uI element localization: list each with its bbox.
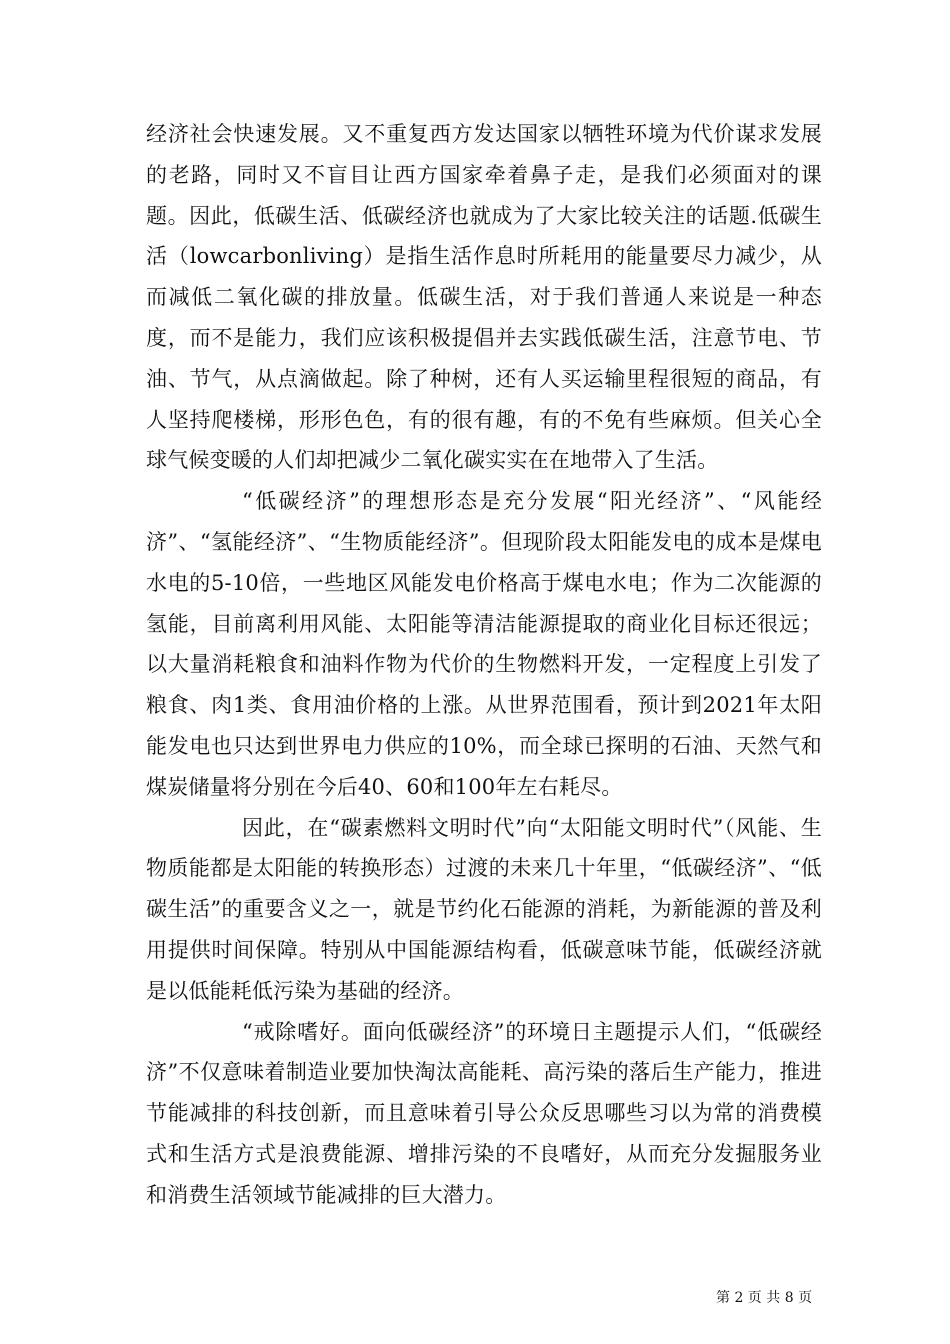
paragraph-4: “戒除嗜好。面向低碳经济”的环境日主题提示人们，“低碳经济”不仅意味着制造业要加快淘汰高能耗、高污染的落后生产能力，推进节能减排的科技创新，而且意味着引导公众反思哪些习以为常的消费模式和生活方式是浪费能源、增排污染的不良嗜好，从而充分发掘服务业和消费生活领域节能减排的巨大潜力。 (146, 1019, 822, 1207)
paragraph-3: 因此，在“碳素燃料文明时代”向“太阳能文明时代”（风能、生物质能都是太阳能的转换形态）过渡的未来几十年里，“低碳经济”、“低碳生活”的重要含义之一，就是节约化石能源的消耗，为新能源的普及利用提供时间保障。特别从中国能源结构看，低碳意味节能，低碳经济就是以低能耗低污染为基础的经济。 (146, 815, 822, 1003)
page-number-footer: 第 2 页 共 8 页 (716, 1290, 813, 1306)
document-body (146, 114, 822, 1216)
paragraph-1: 经济社会快速发展。又不重复西方发达国家以牺牲环境为代价谋求发展的老路，同时又不盲目让西方国家牵着鼻子走，是我们必须面对的课题。因此，低碳生活、低碳经济也就成为了大家比较关注的话题.低碳生活（lowcarbonliving）是指生活作息时所耗用的能量要尽力减少，从而减低二氧化碳的排放量。低碳生活，对于我们普通人来说是一种态度，而不是能力，我们应该积极提倡并去实践低碳生活，注意节电、节油、节气，从点滴做起。除了种树，还有人买运输里程很短的商品，有人坚持爬楼梯，形形色色，有的很有趣，有的不免有些麻烦。但关心全球气候变暖的人们却把减少二氧化碳实实在在地带入了生活。 (146, 122, 822, 473)
paragraph-2: “低碳经济”的理想形态是充分发展“阳光经济”、“风能经济”、“氢能经济”、“生物质能经济”。但现阶段太阳能发电的成本是煤电水电的5-10倍，一些地区风能发电价格高于煤电水电；作为二次能源的氢能，目前离利用风能、太阳能等清洁能源提取的商业化目标还很远；以大量消耗粮食和油料作物为代价的生物燃料开发，一定程度上引发了粮食、肉1类、食用油价格的上涨。从世界范围看，预计到2021年太阳能发电也只达到世界电力供应的10%，而全球已探明的石油、天然气和煤炭储量将分别在今后40、60和100年左右耗尽。 (146, 489, 822, 799)
